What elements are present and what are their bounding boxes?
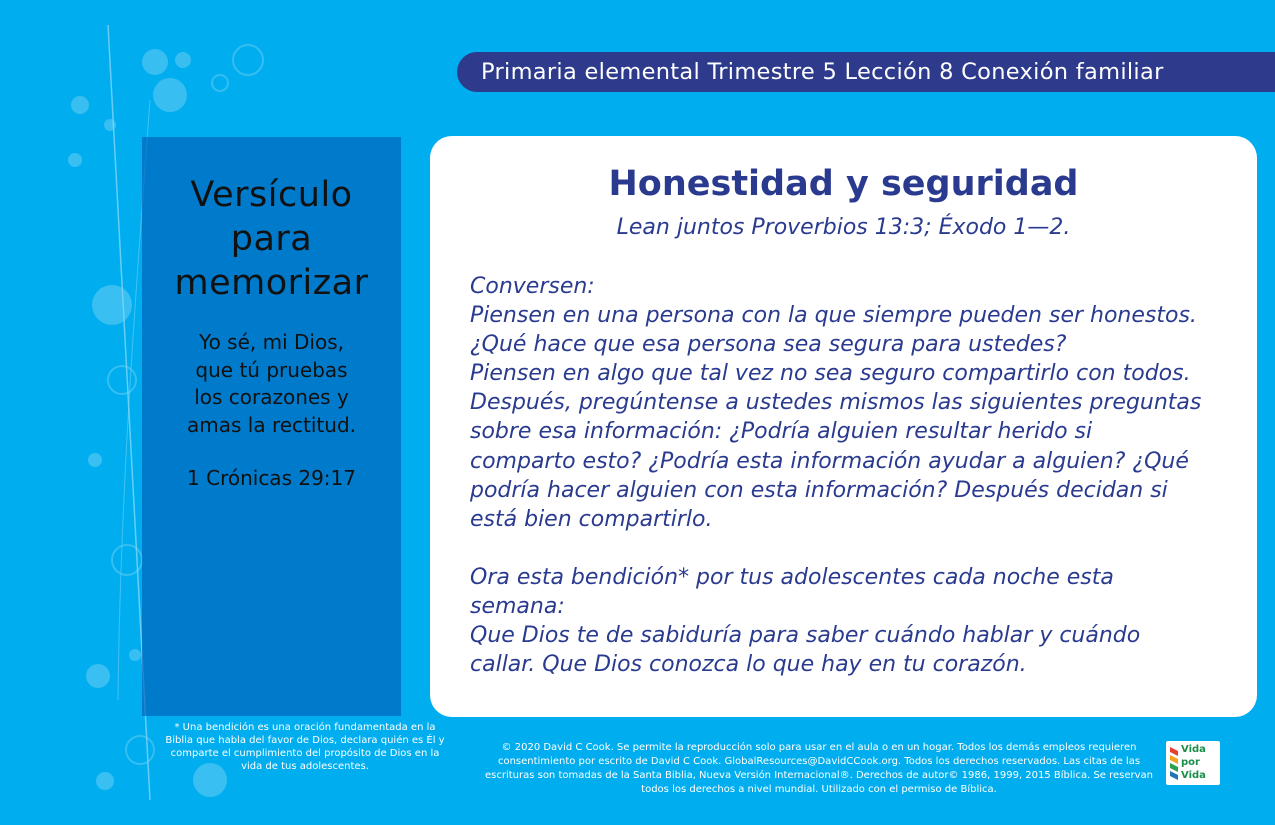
memory-verse-title-line: para	[230, 219, 313, 259]
memory-verse-title	[142, 173, 401, 305]
logo-line: Vida	[1181, 744, 1206, 755]
logo-line: por	[1181, 757, 1200, 768]
conversation-text: Piensen en una persona con la que siempre pueden ser honestos. ¿Qué hace que esa persona sea segura para ustedes? Piensen en algo que tal vez no sea seguro compartirlo con todos. Después, pregúntense a ustedes mismos las siguientes preguntas sobre esa información: ¿Podría alguien resultar herido si comparto esto? ¿Podría esta información ayudar a alguien? ¿Qué podría hacer alguien con esta información? Después decidan si está bien compartirlo.	[470, 303, 1202, 532]
logo-text	[1181, 743, 1219, 782]
card-body	[470, 272, 1240, 679]
memory-verse-title-line: Versículo	[190, 175, 353, 215]
logo-line: Vida	[1181, 770, 1206, 781]
memory-verse-line: Yo sé, mi Dios,	[199, 330, 344, 354]
memory-verse-panel	[142, 137, 401, 716]
card-title: Honestidad y seguridad	[608, 164, 1079, 204]
memory-verse-reference: 1 Crónicas 29:17	[187, 466, 356, 490]
memory-verse-text	[142, 329, 401, 439]
memory-verse-line: los corazones y	[194, 385, 349, 409]
vida-por-vida-logo	[1166, 741, 1220, 785]
memory-verse-title-line: memorizar	[174, 263, 369, 303]
memory-verse-line: que tú pruebas	[195, 357, 348, 382]
conversation-heading: Conversen:	[470, 274, 595, 299]
card-subtitle: Lean juntos Proverbios 13:3; Éxodo 1—2.	[616, 215, 1071, 240]
blessing-text: Que Dios te de sabiduría para saber cuándo hablar y cuándo callar. Que Dios conozca lo que hay en tu corazón.	[470, 623, 1141, 678]
copyright-notice: © 2020 David C Cook. Se permite la reproducción solo para usar en el aula o en un hogar. Todos los demás empleos requieren consentimiento por escrito de David C Cook. GlobalResources@DavidCCook.org. Todos los derechos reservados. Las citas de las escrituras son tomadas de la Santa Biblia, Nueva Versión Internacional®. Derechos de autor© 1986, 1999, 2015 Bíblica. Se reservan todos los derechos a nivel mundial. Utilizado con el permiso de Bíblica.	[484, 742, 1154, 795]
lesson-header: Primaria elemental Trimestre 5 Lección 8 Conexión familiar	[457, 52, 1275, 92]
blessing-footnote: * Una bendición es una oración fundamentada en la Biblia que habla del favor de Dios, declara quién es Él y comparte el cumplimiento del propósito de Dios en la vida de tus adolescentes.	[165, 722, 445, 772]
family-connection-card	[430, 136, 1257, 717]
memory-verse-line: amas la rectitud.	[187, 412, 356, 437]
blessing-heading: Ora esta bendición* por tus adolescentes cada noche esta semana:	[470, 564, 1114, 619]
logo-stripes-icon	[1169, 745, 1179, 781]
